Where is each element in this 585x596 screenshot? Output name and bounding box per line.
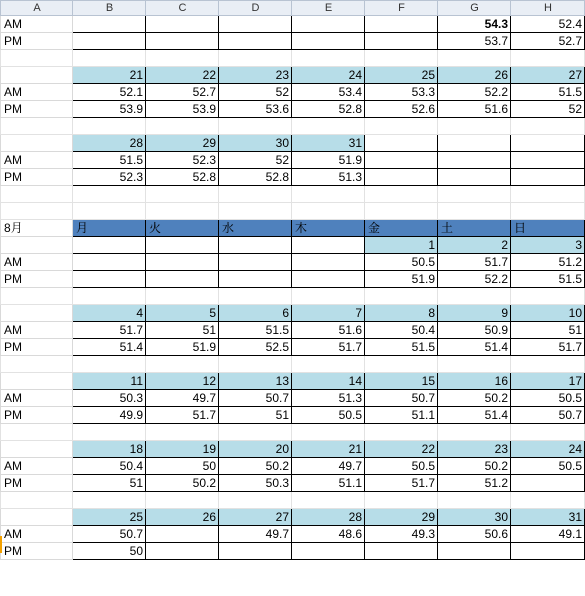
value-cell[interactable]: 53.4: [292, 84, 365, 101]
day-number-cell[interactable]: 2: [438, 237, 511, 254]
cell[interactable]: [292, 424, 365, 441]
day-number-cell[interactable]: 22: [146, 67, 219, 84]
row-label[interactable]: PM: [1, 475, 73, 492]
value-cell[interactable]: 50.7: [219, 390, 292, 407]
day-number-cell[interactable]: 7: [292, 305, 365, 322]
cell[interactable]: [219, 543, 292, 560]
cell[interactable]: [219, 288, 292, 305]
cell[interactable]: [1, 424, 73, 441]
column-header-d[interactable]: D: [219, 1, 292, 16]
cell[interactable]: [219, 33, 292, 50]
cell[interactable]: [365, 118, 438, 135]
cell[interactable]: [219, 50, 292, 67]
day-number-cell[interactable]: 6: [219, 305, 292, 322]
cell[interactable]: [146, 288, 219, 305]
data-row: [1, 390, 585, 407]
value-cell[interactable]: 52.6: [365, 101, 438, 118]
cell[interactable]: [146, 356, 219, 373]
day-number-cell[interactable]: 25: [73, 509, 146, 526]
cell[interactable]: [438, 203, 511, 220]
value-cell[interactable]: 52: [511, 101, 585, 118]
cell[interactable]: [73, 424, 146, 441]
value-cell[interactable]: 52.3: [146, 152, 219, 169]
day-number-row: [1, 135, 585, 152]
cell[interactable]: [292, 16, 365, 33]
cell[interactable]: [511, 135, 585, 152]
cell[interactable]: [219, 254, 292, 271]
day-number-cell[interactable]: 28: [73, 135, 146, 152]
value-cell[interactable]: 50.9: [438, 322, 511, 339]
cell[interactable]: [438, 356, 511, 373]
cell[interactable]: [73, 356, 146, 373]
value-cell[interactable]: 50.5: [365, 458, 438, 475]
value-cell[interactable]: 51.4: [73, 339, 146, 356]
cell[interactable]: [73, 237, 146, 254]
value-cell[interactable]: 49.7: [219, 526, 292, 543]
data-row: [1, 475, 585, 492]
cell[interactable]: [146, 254, 219, 271]
data-row: [1, 339, 585, 356]
cell[interactable]: [1, 509, 73, 526]
cell[interactable]: [511, 118, 585, 135]
row-label[interactable]: AM: [1, 390, 73, 407]
value-cell[interactable]: 49.7: [146, 390, 219, 407]
cell[interactable]: [146, 50, 219, 67]
cell[interactable]: [438, 543, 511, 560]
cell[interactable]: [438, 169, 511, 186]
row-label[interactable]: PM: [1, 407, 73, 424]
cell[interactable]: [511, 475, 585, 492]
cell[interactable]: [146, 543, 219, 560]
day-number-row: [1, 305, 585, 322]
day-number-cell[interactable]: 24: [511, 441, 585, 458]
cell[interactable]: [365, 16, 438, 33]
day-number-cell[interactable]: 3: [511, 237, 585, 254]
row-label[interactable]: AM: [1, 152, 73, 169]
cell[interactable]: [1, 237, 73, 254]
value-cell[interactable]: 51.3: [292, 390, 365, 407]
value-cell[interactable]: 50.3: [219, 475, 292, 492]
data-row: [1, 322, 585, 339]
cell[interactable]: [146, 186, 219, 203]
empty-row: [1, 50, 585, 67]
cell[interactable]: [219, 424, 292, 441]
day-number-cell[interactable]: 27: [219, 509, 292, 526]
value-cell[interactable]: 50.5: [511, 390, 585, 407]
cell[interactable]: [292, 356, 365, 373]
value-cell[interactable]: 51.5: [73, 152, 146, 169]
row-label[interactable]: PM: [1, 543, 73, 560]
cell[interactable]: [146, 526, 219, 543]
day-number-cell[interactable]: 8: [365, 305, 438, 322]
value-cell[interactable]: 48.6: [292, 526, 365, 543]
value-cell[interactable]: 50.7: [365, 390, 438, 407]
day-number-cell[interactable]: 12: [146, 373, 219, 390]
cell[interactable]: [438, 186, 511, 203]
cell[interactable]: [1, 118, 73, 135]
empty-row: [1, 288, 585, 305]
day-number-cell[interactable]: 11: [73, 373, 146, 390]
day-number-cell[interactable]: 4: [73, 305, 146, 322]
row-label[interactable]: AM: [1, 254, 73, 271]
value-cell[interactable]: 52: [219, 152, 292, 169]
value-cell[interactable]: 53.9: [73, 101, 146, 118]
row-label[interactable]: PM: [1, 271, 73, 288]
value-cell[interactable]: 50.4: [365, 322, 438, 339]
day-number-cell[interactable]: 28: [292, 509, 365, 526]
value-cell[interactable]: 51.9: [365, 271, 438, 288]
value-cell[interactable]: 50: [146, 458, 219, 475]
cell[interactable]: [73, 33, 146, 50]
value-cell[interactable]: 51.2: [438, 475, 511, 492]
cell[interactable]: [292, 118, 365, 135]
cell[interactable]: [219, 186, 292, 203]
cell[interactable]: [73, 288, 146, 305]
value-cell[interactable]: 51.7: [146, 407, 219, 424]
cell[interactable]: [511, 186, 585, 203]
day-number-cell[interactable]: 21: [73, 67, 146, 84]
cell[interactable]: [365, 203, 438, 220]
value-cell[interactable]: 52.7: [511, 33, 585, 50]
cell[interactable]: [511, 543, 585, 560]
cell[interactable]: [146, 16, 219, 33]
value-cell[interactable]: 51.9: [292, 152, 365, 169]
empty-row: [1, 118, 585, 135]
value-cell[interactable]: 51.1: [365, 407, 438, 424]
day-number-row: [1, 373, 585, 390]
row-label[interactable]: AM: [1, 526, 73, 543]
row-label[interactable]: AM: [1, 458, 73, 475]
value-cell[interactable]: 51.6: [292, 322, 365, 339]
cell[interactable]: [146, 271, 219, 288]
value-cell[interactable]: 49.7: [292, 458, 365, 475]
cell[interactable]: [365, 33, 438, 50]
cell[interactable]: [73, 271, 146, 288]
cell[interactable]: [1, 373, 73, 390]
cell[interactable]: [292, 254, 365, 271]
row-label[interactable]: PM: [1, 101, 73, 118]
value-cell[interactable]: 51.5: [219, 322, 292, 339]
cell[interactable]: [1, 50, 73, 67]
value-cell[interactable]: 51.5: [511, 271, 585, 288]
weekday-header-cell[interactable]: 金: [365, 220, 438, 237]
value-cell[interactable]: 51.5: [365, 339, 438, 356]
day-number-cell[interactable]: 19: [146, 441, 219, 458]
cell[interactable]: [73, 50, 146, 67]
row-label[interactable]: PM: [1, 169, 73, 186]
cell[interactable]: [438, 424, 511, 441]
cell[interactable]: [511, 356, 585, 373]
value-cell[interactable]: 52.2: [438, 271, 511, 288]
cell[interactable]: [292, 543, 365, 560]
data-row: [1, 152, 585, 169]
value-cell[interactable]: 51.7: [511, 339, 585, 356]
cell[interactable]: [1, 356, 73, 373]
value-cell[interactable]: 50.2: [146, 475, 219, 492]
day-number-cell[interactable]: 23: [438, 441, 511, 458]
day-number-cell[interactable]: 29: [146, 135, 219, 152]
cell[interactable]: [511, 203, 585, 220]
cell[interactable]: [219, 492, 292, 509]
value-cell[interactable]: 49.9: [73, 407, 146, 424]
row-label[interactable]: AM: [1, 84, 73, 101]
cell[interactable]: [73, 203, 146, 220]
day-number-cell[interactable]: 14: [292, 373, 365, 390]
empty-row: [1, 424, 585, 441]
cell[interactable]: [511, 492, 585, 509]
cell[interactable]: [1, 186, 73, 203]
value-cell[interactable]: 52.8: [219, 169, 292, 186]
value-cell[interactable]: 52: [219, 84, 292, 101]
cell[interactable]: [219, 16, 292, 33]
cell[interactable]: [365, 543, 438, 560]
empty-row: [1, 492, 585, 509]
day-number-row: [1, 441, 585, 458]
value-cell[interactable]: 50.3: [73, 390, 146, 407]
value-cell[interactable]: 53.3: [365, 84, 438, 101]
cell[interactable]: [292, 33, 365, 50]
value-cell[interactable]: 51.7: [438, 254, 511, 271]
cell[interactable]: [292, 50, 365, 67]
value-cell[interactable]: 51.5: [511, 84, 585, 101]
cell[interactable]: [365, 288, 438, 305]
value-cell[interactable]: 51: [219, 407, 292, 424]
column-header-f[interactable]: F: [365, 1, 438, 16]
cell[interactable]: [365, 356, 438, 373]
weekday-header-row: [1, 220, 585, 237]
column-header-row: [1, 1, 585, 16]
data-row: [1, 16, 585, 33]
day-number-cell[interactable]: 31: [292, 135, 365, 152]
value-cell[interactable]: 50.5: [365, 254, 438, 271]
value-cell[interactable]: 51.1: [292, 475, 365, 492]
value-cell[interactable]: 52.7: [146, 84, 219, 101]
cell[interactable]: [365, 50, 438, 67]
cell[interactable]: [219, 271, 292, 288]
row-label[interactable]: AM: [1, 16, 73, 33]
weekday-header-cell[interactable]: 火: [146, 220, 219, 237]
data-row: [1, 526, 585, 543]
column-header-a[interactable]: A: [1, 1, 73, 16]
day-number-cell[interactable]: 27: [511, 67, 585, 84]
cell[interactable]: [511, 424, 585, 441]
value-cell[interactable]: 52.2: [438, 84, 511, 101]
column-header-b[interactable]: B: [73, 1, 146, 16]
data-row: [1, 254, 585, 271]
value-cell[interactable]: 50.5: [511, 458, 585, 475]
day-number-cell[interactable]: 10: [511, 305, 585, 322]
cell[interactable]: [438, 50, 511, 67]
value-cell[interactable]: 52.4: [511, 16, 585, 33]
value-cell[interactable]: 51.7: [73, 322, 146, 339]
cell[interactable]: [292, 186, 365, 203]
cell[interactable]: [292, 203, 365, 220]
day-number-cell[interactable]: 26: [438, 67, 511, 84]
value-cell[interactable]: 51.2: [511, 254, 585, 271]
day-number-cell[interactable]: 26: [146, 509, 219, 526]
cell[interactable]: [146, 424, 219, 441]
cell[interactable]: [1, 492, 73, 509]
day-number-cell[interactable]: 21: [292, 441, 365, 458]
data-row: [1, 543, 585, 560]
weekday-header-cell[interactable]: 土: [438, 220, 511, 237]
cell[interactable]: [511, 152, 585, 169]
value-cell[interactable]: 50.2: [438, 390, 511, 407]
day-number-cell[interactable]: 30: [438, 509, 511, 526]
cell[interactable]: [146, 492, 219, 509]
cell[interactable]: [1, 135, 73, 152]
value-cell[interactable]: 50.7: [511, 407, 585, 424]
weekday-header-cell[interactable]: 木: [292, 220, 365, 237]
cell[interactable]: [365, 152, 438, 169]
value-cell[interactable]: 51: [73, 475, 146, 492]
day-number-cell[interactable]: 18: [73, 441, 146, 458]
cell[interactable]: [292, 492, 365, 509]
cell[interactable]: [146, 203, 219, 220]
empty-row: [1, 186, 585, 203]
weekday-header-cell[interactable]: 日: [511, 220, 585, 237]
value-cell[interactable]: 49.3: [365, 526, 438, 543]
cell[interactable]: [219, 237, 292, 254]
row-marker: [0, 536, 2, 553]
cell[interactable]: [511, 288, 585, 305]
data-row: [1, 458, 585, 475]
value-cell[interactable]: 50: [73, 543, 146, 560]
value-cell[interactable]: 50.7: [73, 526, 146, 543]
value-cell[interactable]: 51: [146, 322, 219, 339]
value-cell[interactable]: 51.6: [438, 101, 511, 118]
cell[interactable]: [1, 441, 73, 458]
value-cell[interactable]: 52.1: [73, 84, 146, 101]
data-row: [1, 33, 585, 50]
cell[interactable]: [146, 118, 219, 135]
cell[interactable]: [365, 492, 438, 509]
cell[interactable]: [146, 237, 219, 254]
cell[interactable]: [365, 169, 438, 186]
value-cell[interactable]: 50.5: [292, 407, 365, 424]
cell[interactable]: [292, 237, 365, 254]
day-number-row: [1, 67, 585, 84]
data-row: [1, 101, 585, 118]
cell[interactable]: [365, 135, 438, 152]
value-cell[interactable]: 51.4: [438, 407, 511, 424]
day-number-cell[interactable]: 30: [219, 135, 292, 152]
month-label[interactable]: 8月: [1, 220, 73, 237]
weekday-header-cell[interactable]: 水: [219, 220, 292, 237]
value-cell[interactable]: 51.7: [292, 339, 365, 356]
cell[interactable]: [511, 50, 585, 67]
cell[interactable]: [73, 186, 146, 203]
value-cell[interactable]: 52.3: [73, 169, 146, 186]
column-header-e[interactable]: E: [292, 1, 365, 16]
column-header-c[interactable]: C: [146, 1, 219, 16]
day-number-cell[interactable]: 9: [438, 305, 511, 322]
day-number-cell[interactable]: 1: [365, 237, 438, 254]
value-cell[interactable]: 51.4: [438, 339, 511, 356]
column-header-h[interactable]: H: [511, 1, 585, 16]
cell[interactable]: [146, 33, 219, 50]
cell[interactable]: [365, 424, 438, 441]
day-number-cell[interactable]: 13: [219, 373, 292, 390]
value-cell[interactable]: 50.4: [73, 458, 146, 475]
value-cell[interactable]: 52.8: [146, 169, 219, 186]
empty-row: [1, 203, 585, 220]
value-cell[interactable]: 51.3: [292, 169, 365, 186]
cell[interactable]: [438, 118, 511, 135]
day-number-row: [1, 509, 585, 526]
day-number-cell[interactable]: 24: [292, 67, 365, 84]
cell[interactable]: [1, 305, 73, 322]
cell[interactable]: [73, 492, 146, 509]
value-cell[interactable]: 49.1: [511, 526, 585, 543]
cell[interactable]: [438, 288, 511, 305]
value-cell[interactable]: 54.3: [438, 16, 511, 33]
value-cell[interactable]: 50.2: [438, 458, 511, 475]
day-number-cell[interactable]: 15: [365, 373, 438, 390]
value-cell[interactable]: 53.6: [219, 101, 292, 118]
day-number-cell[interactable]: 29: [365, 509, 438, 526]
value-cell[interactable]: 52.5: [219, 339, 292, 356]
cell[interactable]: [511, 169, 585, 186]
cell[interactable]: [1, 203, 73, 220]
cell[interactable]: [438, 492, 511, 509]
day-number-cell[interactable]: 16: [438, 373, 511, 390]
data-row: [1, 84, 585, 101]
day-number-cell[interactable]: 31: [511, 509, 585, 526]
data-row: [1, 271, 585, 288]
cell[interactable]: [219, 356, 292, 373]
cell[interactable]: [438, 135, 511, 152]
cell[interactable]: [1, 67, 73, 84]
data-row: [1, 407, 585, 424]
cell[interactable]: [365, 186, 438, 203]
row-label[interactable]: PM: [1, 33, 73, 50]
day-number-cell[interactable]: 5: [146, 305, 219, 322]
cell[interactable]: [219, 118, 292, 135]
cell[interactable]: [73, 118, 146, 135]
day-number-cell[interactable]: 22: [365, 441, 438, 458]
data-row: [1, 169, 585, 186]
weekday-header-cell[interactable]: 月: [73, 220, 146, 237]
cell[interactable]: [438, 152, 511, 169]
value-cell[interactable]: 53.7: [438, 33, 511, 50]
value-cell[interactable]: 50.2: [219, 458, 292, 475]
value-cell[interactable]: 51.9: [146, 339, 219, 356]
value-cell[interactable]: 50.6: [438, 526, 511, 543]
column-header-g[interactable]: G: [438, 1, 511, 16]
day-number-cell[interactable]: 20: [219, 441, 292, 458]
row-label[interactable]: AM: [1, 322, 73, 339]
cell[interactable]: [292, 288, 365, 305]
value-cell[interactable]: 52.8: [292, 101, 365, 118]
day-number-cell[interactable]: 17: [511, 373, 585, 390]
value-cell[interactable]: 51: [511, 322, 585, 339]
value-cell[interactable]: 51.7: [365, 475, 438, 492]
empty-row: [1, 356, 585, 373]
cell[interactable]: [219, 203, 292, 220]
cell[interactable]: [1, 288, 73, 305]
day-number-cell[interactable]: 23: [219, 67, 292, 84]
cell[interactable]: [292, 271, 365, 288]
row-label[interactable]: PM: [1, 339, 73, 356]
day-number-cell[interactable]: 25: [365, 67, 438, 84]
cell[interactable]: [73, 254, 146, 271]
day-number-row: [1, 237, 585, 254]
cell[interactable]: [73, 16, 146, 33]
value-cell[interactable]: 53.9: [146, 101, 219, 118]
